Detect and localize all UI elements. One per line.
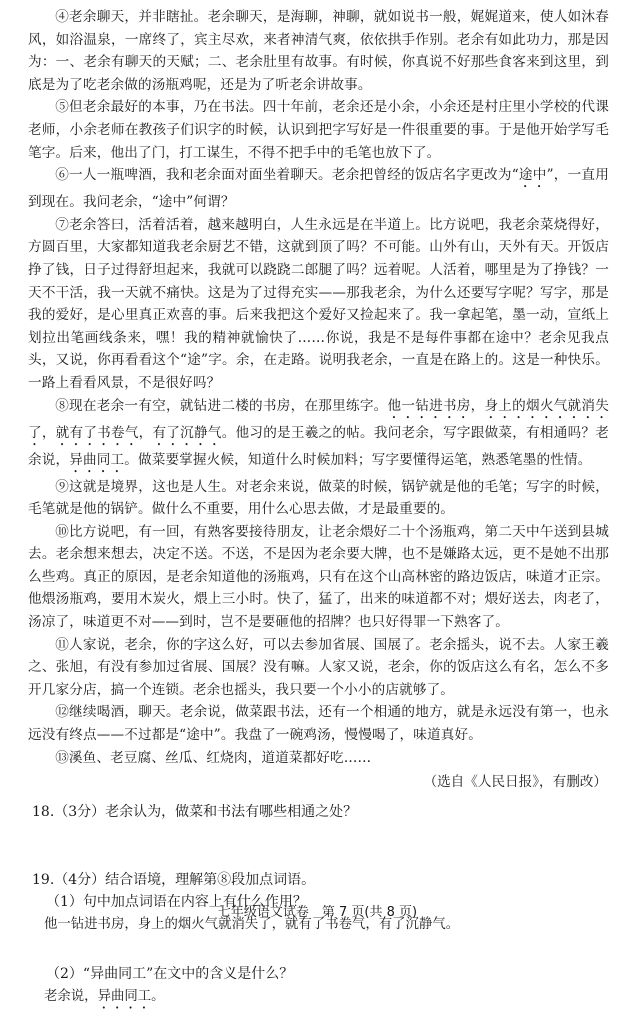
paragraph-12 xyxy=(28,701,609,746)
text-run: ⑫继续喝酒，聊天。老余说，做菜跟书法，还有一个相通的地方，就是永远没有第一，也永远没有终点——不过都是“途中”。我盘了一碗鸡汤，慢慢喝了，味道真好。 xyxy=(28,704,609,744)
text-run: ⑧现在老余一有空，就钻进二楼的书房，在那里练字。 xyxy=(55,397,388,414)
question-18: 18.（3分）老余认为，做菜和书法有哪些相通之处？ xyxy=(32,804,358,821)
emphasized-text: 异曲同工 xyxy=(69,451,125,468)
text-run: 他一钻进书房，身上的烟火气就消失了，就有了书卷气，有了沉静气。 xyxy=(44,917,460,933)
source-citation: （选自《人民日报》，有删改） xyxy=(423,774,607,791)
emphasized-text: 途中 xyxy=(518,167,547,184)
text-run: ⑥一人一瓶啤酒，我和老余面对面坐着聊天。老余把曾经的饭店名字更改为“ xyxy=(55,167,519,184)
question-19-part-2: （2）“异曲同工”在文中的含义是什么？ xyxy=(46,966,294,983)
question-19-part-2-quote xyxy=(28,985,609,1012)
text-run: ④老余聊天，并非瞎扯。老余聊天，是海聊，神聊，就如说书一般，娓娓道来，使人如沐春风，如浴温泉，一席终了，宾主尽欢，来者神清气爽，依依拱手作别。老余有如此功力，那是因为：一、老余有聊天的天赋；二、老余肚里有故事。有时候，你真说不好那些食客来到这里，到底是为了吃老余做的汤瓶鸡呢，还是为了听老余讲故事。 xyxy=(28,9,609,93)
paragraph-6 xyxy=(28,164,609,214)
reading-passage xyxy=(28,6,609,769)
text-run: ⑤但老余最好的本事，乃在书法。四十年前，老余还是小余，小余还是村庄里小学校的代课老师，小余老师在教孩子们识字的时候，认识到把字写好是一件很重要的事。于是他开始学写毛笔字。后来，他出了门，打工谋生，不得不把手中的毛笔也放下了。 xyxy=(28,99,609,161)
paragraph-13 xyxy=(28,747,609,770)
text-run: ⑩比方说吧，有一回，有熟客要接待朋友，让老余煨好二十个汤瓶鸡，第二天中午送到县城去。老余想来想去，决定不送。不送，不是因为老余要大牌，也不是嫌路太远，更不是她不出那么些鸡。真正的原因，是老余知道他的汤瓶鸡，只有在这个山高林密的路边饭店，味道才正宗。他煨汤瓶鸡，要用木炭火，煨上三小时。快了，猛了，出来的味道都不对；煨好送去，肉老了，汤凉了，味道更不对——到时，岂不是要砸他的招牌？也只好得罪一下熟客了。 xyxy=(28,523,609,631)
question-19-part-1: （1）句中加点词语在内容上有什么作用？ xyxy=(46,894,307,911)
paragraph-11 xyxy=(28,634,609,702)
text-run: ⑪人家说，老余，你的字这么好，可以去参加省展、国展了。老余摇头，说不去。人家王羲之、张旭，有没有参加过省展、国展？没有嘛。人家又说，老余，你的饭店这么有名，怎么不多开几家分店，搞一个连锁。老余也摇头，我只要一个小小的店就够了。 xyxy=(28,636,609,698)
text-run: ⑬溪鱼、老豆腐、丝瓜、红烧肉，道道菜都好吃…… xyxy=(55,749,372,766)
text-run: 。他习的是王羲之的帖。我问老余，写字跟做菜，有相通吗？老余说， xyxy=(28,424,609,468)
paragraph-4 xyxy=(28,6,609,96)
text-run: 老余说， xyxy=(44,989,98,1005)
paragraph-5 xyxy=(28,96,609,164)
answer-space-19-1 xyxy=(28,937,609,963)
answer-space-18 xyxy=(28,823,609,849)
paragraph-10 xyxy=(28,521,609,634)
text-run: ⑦老余答曰，活着活着，越来越明白，人生永远是在半道上。比方说吧，我老余菜烧得好，方圆百里，大家都知道我老余厨艺不错，这就到顶了吗？不可能。山外有山，天外有天。开饭店挣了钱，日子过得舒坦起来，我就可以跷跷二郎腿了吗？远着呢。人活着，哪里是为了挣钱？一天不干活，我一天就不痛快。这是为了过得充实——那我老余，为什么还要写字呢？写字，那是我的爱好，是心里真正欢喜的事。后来我把这个爱好又捡起来了。我一拿起笔，墨一动，宣纸上划拉出笔画线条来，嘿！我的精神就愉快了……你说，我是不是每件事都在途中？老余见我点头，又说，你再看看这个“途”字。余，在走路。说明我老余，一直是在路上的。这是一种快乐。一路上看看风景，不是很好吗？ xyxy=(28,216,609,391)
paragraph-7 xyxy=(28,214,609,395)
page-footer: 七年级语文试卷 第 7 页(共 8 页) xyxy=(217,905,418,920)
text-run: 。做菜要掌握火候，知道什么时候加料；写字要懂得运笔，熟悉笔墨的性情。 xyxy=(124,451,592,468)
question-19: 19.（4分）结合语境，理解第⑧段加点词语。 xyxy=(32,872,316,889)
paragraph-9 xyxy=(28,476,609,521)
text-run: ⑨这就是境界，这也是人生。对老余来说，做菜的时候，锅铲就是他的毛笔；写字的时候，毛笔就是他的锅铲。做什么不重要，用什么心思去做，才是最重要的。 xyxy=(28,478,609,518)
paragraph-8 xyxy=(28,395,609,476)
emphasized-text: 他一钻进书房，身上的烟火气就消失了，就有了书卷气，有了沉静气 xyxy=(28,397,609,441)
emphasized-text: 异曲同工 xyxy=(97,989,152,1005)
text-run: ”，一直用到现在。我问老余，“途中”何谓？ xyxy=(28,167,609,211)
text-run: 。 xyxy=(151,989,165,1005)
